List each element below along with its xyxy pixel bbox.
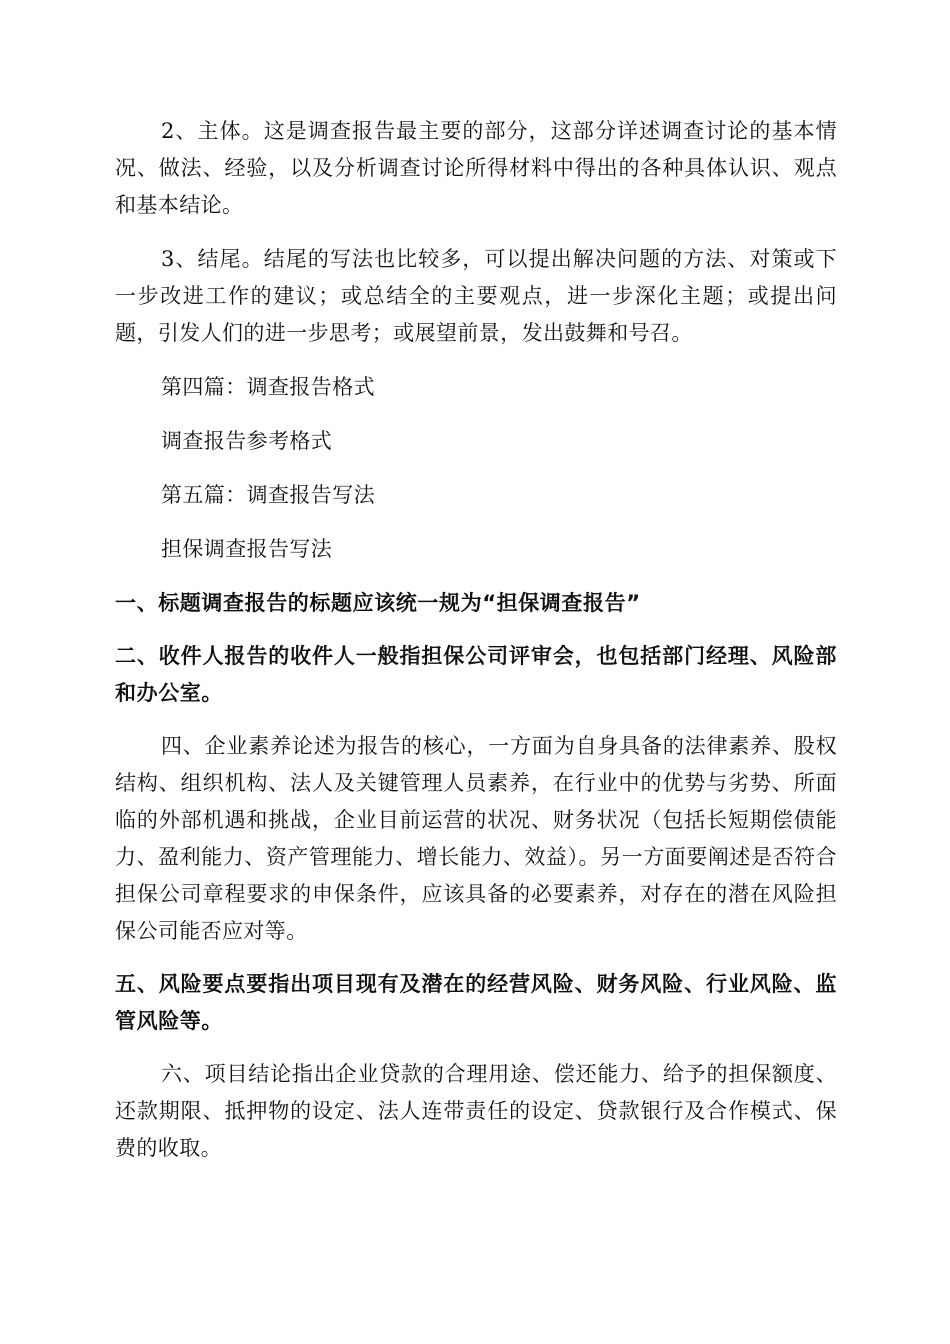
section-project-conclusion: 六、项目结论指出企业贷款的合理用途、偿还能力、给予的担保额度、还款期限、抵押物的设定、法人连带责任的设定、贷款银行及合作模式、保费的收取。 [115, 1062, 837, 1160]
section-recipient: 二、收件人报告的收件人一般指担保公司评审会，也包括部门经理、风险部和办公室。 [115, 644, 837, 705]
section-risk-points: 五、风险要点要指出项目现有及潜在的经营风险、财务风险、行业风险、监管风险等。 [115, 972, 837, 1033]
heading-part-five: 第五篇：调查报告写法 [161, 483, 375, 507]
heading-guarantee-writing: 担保调查报告写法 [161, 537, 333, 561]
paragraph-ending: 3、结尾。结尾的写法也比较多，可以提出解决问题的方法、对策或下一步改进工作的建议；或总结全的主要观点，进一步深化主题；或提出问题，引发人们的进一步思考；或展望前景，发出鼓舞和号召。 [115, 247, 837, 345]
document-body [115, 113, 837, 1167]
section-enterprise-quality: 四、企业素养论述为报告的核心，一方面为自身具备的法律素养、股权结构、组织机构、法人及关键管理人员素养，在行业中的优势与劣势、所面临的外部机遇和挑战，企业目前运营的状况、财务状况（包括长短期偿债能力、盈利能力、资产管理能力、增长能力、效益）。另一方面要阐述是否符合担保公司章程要求的申保条件，应该具备的必要素养，对存在的潜在风险担保公司能否应对等。 [115, 734, 837, 943]
heading-part-four: 第四篇：调查报告格式 [161, 375, 375, 399]
section-title: 一、标题调查报告的标题应该统一规为“担保调查报告” [115, 591, 641, 615]
paragraph-main-body: 2、主体。这是调查报告最主要的部分，这部分详述调查讨论的基本情况、做法、经验，以及分析调查讨论所得材料中得出的各种具体认识、观点和基本结论。 [115, 119, 837, 217]
heading-reference-format: 调查报告参考格式 [161, 429, 333, 453]
